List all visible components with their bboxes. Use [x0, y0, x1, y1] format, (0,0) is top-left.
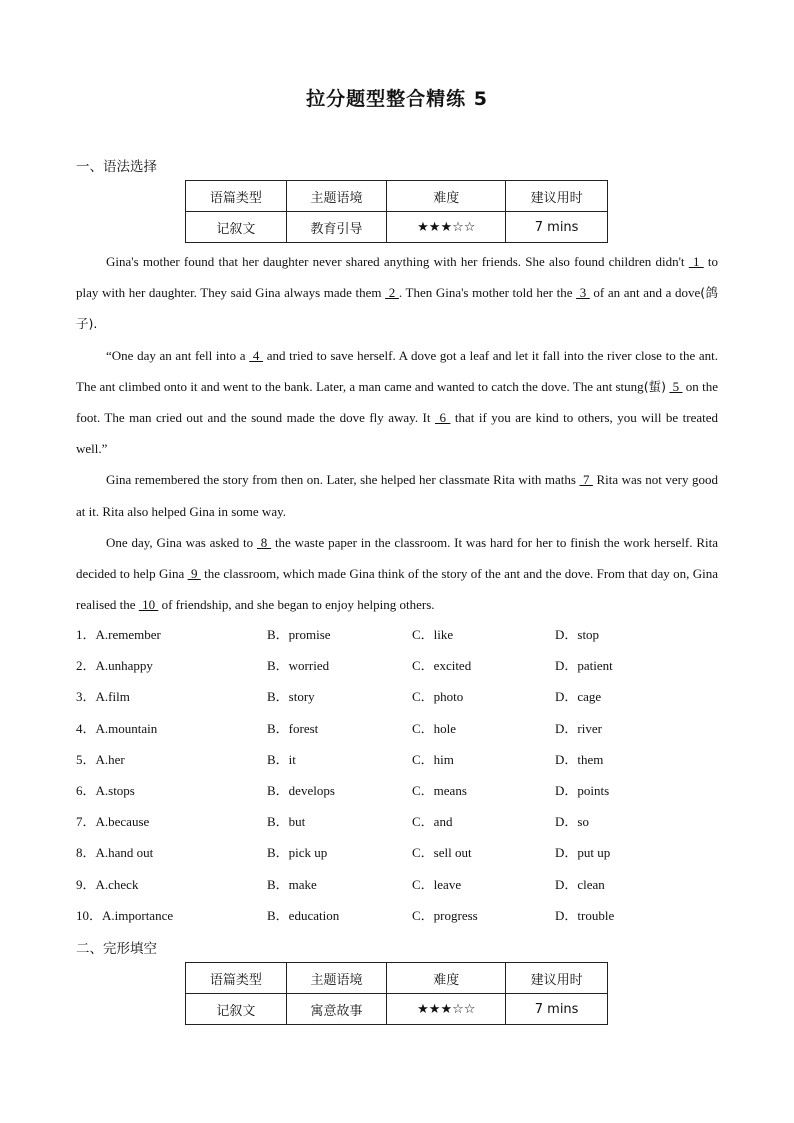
option-row	[76, 681, 726, 712]
value-text-type: 记叙文	[186, 212, 287, 243]
value-theme: 教育引导	[286, 212, 387, 243]
value-theme: 寓意故事	[286, 994, 387, 1025]
blank-10: 10	[138, 597, 159, 613]
option-row	[76, 650, 726, 681]
header-theme: 主题语境	[286, 181, 387, 212]
option-d: D．so	[555, 814, 589, 830]
option-a: 5．A.her	[76, 751, 125, 767]
option-a: 4．A.mountain	[76, 720, 158, 736]
option-b: B．promise	[267, 627, 331, 642]
info-table-header-row	[186, 963, 608, 994]
passage-paragraph-2	[76, 340, 718, 465]
option-a: 1．A.remember	[76, 627, 161, 642]
passage-text: of friendship, and she began to enjoy helping others.	[158, 597, 435, 613]
option-row	[76, 744, 726, 775]
passage-text: of an ant and a dove	[589, 285, 701, 301]
passage-text: that if you are kind to others, you will be treated well.”	[76, 410, 719, 457]
passage-text: the waste paper in the classroom. It was hard for her to finish the work herself. Rita decided to help Gina	[76, 534, 719, 582]
option-a: 7．A.because	[76, 814, 150, 830]
passage-paragraph-3	[76, 464, 718, 526]
passage-text: on the foot. The man cried out and the sound made the dove fly away. It	[76, 378, 719, 426]
value-difficulty-stars: ★★★☆☆	[387, 994, 506, 1025]
option-b: B．make	[267, 876, 317, 892]
option-d: D．clean	[555, 876, 605, 892]
header-difficulty: 难度	[387, 963, 506, 994]
option-d: D．river	[555, 720, 602, 736]
option-a: 8．A.hand out	[76, 845, 154, 861]
option-b: B．it	[267, 751, 296, 767]
option-d: D．cage	[555, 689, 602, 705]
header-theme: 主题语境	[286, 963, 387, 994]
option-a: 2．A.unhappy	[76, 658, 153, 674]
option-b: B．pick up	[267, 845, 328, 861]
option-c: C．excited	[412, 658, 472, 674]
value-suggested-time: 7 mins	[506, 994, 608, 1025]
option-b: B．develops	[267, 782, 335, 798]
passage-text: Gina remembered the story from then on. Later, she helped her classmate Rita with maths	[106, 472, 580, 488]
info-table-value-row	[186, 212, 608, 243]
passage-gloss: (蜇)	[643, 378, 667, 394]
info-table-cloze	[185, 962, 608, 1025]
blank-9: 9	[187, 566, 201, 582]
header-difficulty: 难度	[387, 181, 506, 212]
option-d: D．points	[555, 782, 610, 798]
passage-text: the classroom, which made Gina think of the story of the ant and the dove. From that day on, Gina realised the	[76, 566, 718, 613]
passage-gloss: (鸽子).	[76, 285, 719, 332]
option-row	[76, 619, 726, 650]
info-table-value-row	[186, 994, 608, 1025]
header-text-type: 语篇类型	[186, 181, 287, 212]
header-text-type: 语篇类型	[186, 963, 287, 994]
option-b: B．but	[267, 814, 306, 830]
answer-options	[76, 619, 726, 931]
option-d: D．put up	[555, 845, 611, 861]
passage-text: Rita was not very good at it. Rita also helped Gina in some way.	[76, 472, 718, 519]
header-suggested-time: 建议用时	[506, 963, 608, 994]
value-text-type: 记叙文	[186, 994, 287, 1025]
blank-4: 4	[249, 347, 264, 363]
option-c: C．leave	[412, 876, 462, 892]
option-row	[76, 775, 726, 806]
blank-5: 5	[669, 378, 683, 394]
option-d: D．patient	[555, 658, 613, 674]
option-c: C．sell out	[412, 845, 472, 861]
info-table-header-row	[186, 181, 608, 212]
page-title: 拉分题型整合精练 5	[306, 88, 488, 110]
option-c: C．him	[412, 751, 454, 767]
passage-text: to play with her daughter. They said Gina always made them	[76, 254, 718, 301]
passage-paragraph-1	[76, 246, 718, 340]
blank-6: 6	[434, 410, 451, 426]
option-c: C．means	[412, 782, 467, 798]
option-c: C．hole	[412, 720, 457, 736]
option-b: B．worried	[267, 658, 330, 674]
passage-text: . Then Gina's mother told her the	[398, 285, 577, 301]
option-d: D．them	[555, 751, 604, 767]
passage-text: “One day an ant fell into a	[106, 347, 250, 363]
option-a: 3．A.film	[76, 689, 130, 705]
blank-1: 1	[688, 254, 704, 269]
option-d: D．stop	[555, 627, 600, 642]
option-row	[76, 713, 726, 744]
option-b: B．education	[267, 907, 340, 923]
option-b: B．forest	[267, 720, 319, 736]
option-c: C．like	[412, 627, 454, 642]
info-table-grammar	[185, 180, 608, 243]
option-d: D．trouble	[555, 907, 615, 923]
blank-3: 3	[576, 285, 590, 301]
section-heading-grammar: 一、语法选择	[76, 159, 157, 175]
blank-7: 7	[579, 472, 593, 488]
passage-paragraph-4	[76, 527, 718, 621]
option-row	[76, 869, 726, 900]
option-c: C．progress	[412, 907, 478, 923]
blank-2: 2	[385, 285, 399, 301]
passage-text: One day, Gina was asked to	[106, 534, 257, 550]
option-b: B．story	[267, 689, 315, 705]
section-heading-cloze: 二、完形填空	[76, 941, 157, 957]
option-row	[76, 900, 726, 931]
option-a: 10．A.importance	[76, 907, 174, 923]
passage-text: Gina's mother found that her daughter never shared anything with her friends. She also found children didn't	[106, 254, 689, 269]
option-row	[76, 837, 726, 868]
value-difficulty-stars: ★★★☆☆	[387, 212, 506, 243]
option-a: 9．A.check	[76, 876, 139, 892]
option-c: C．photo	[412, 689, 464, 705]
value-suggested-time: 7 mins	[506, 212, 608, 243]
blank-8: 8	[256, 534, 272, 550]
option-row	[76, 806, 726, 837]
option-a: 6．A.stops	[76, 782, 135, 798]
passage-text: and tried to save herself. A dove got a leaf and let it fall into the river close to the ant. The ant climbed onto it and went to the bank. Later, a man came and wanted to catch the dove. The ant stung	[76, 347, 719, 394]
reading-passage	[76, 246, 718, 620]
header-suggested-time: 建议用时	[506, 181, 608, 212]
option-c: C．and	[412, 814, 453, 830]
